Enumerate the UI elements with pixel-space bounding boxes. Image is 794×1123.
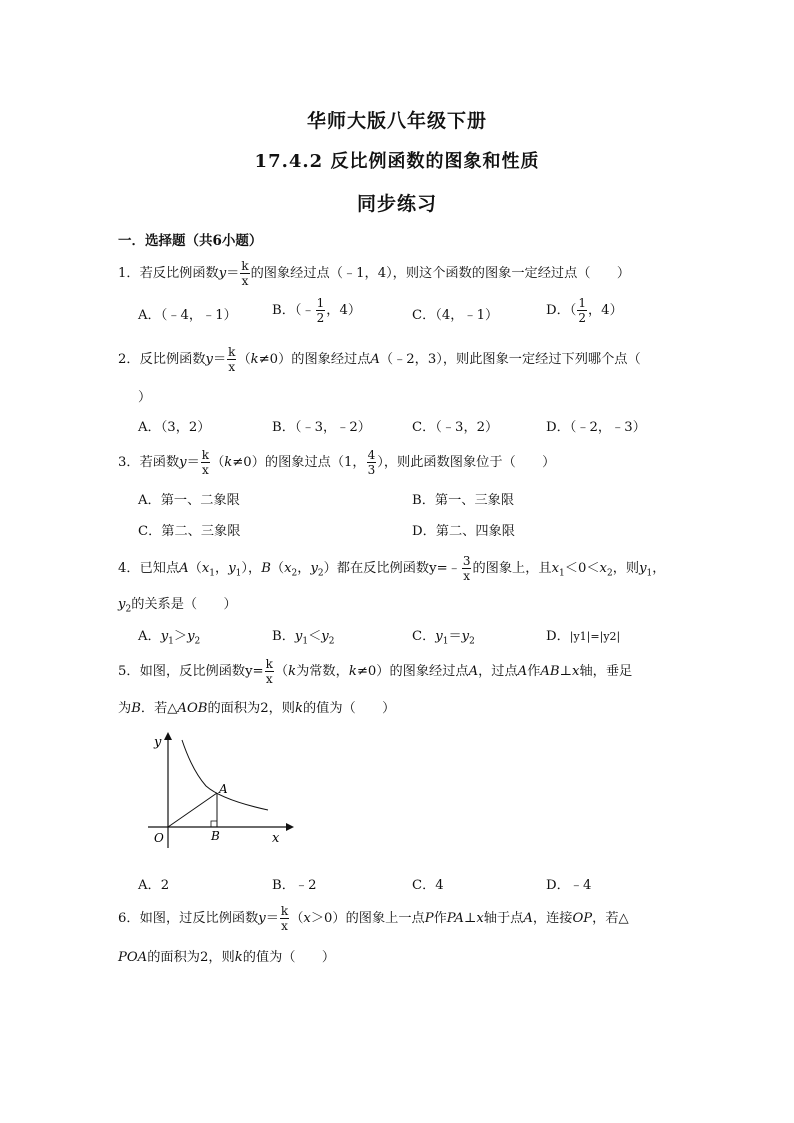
question-6: 6．如图，过反比例函数y＝ $\frac{k}{x}$ （x＞0）的图象上一点P作PA⊥x轴于点A，连接OP，若△ [118, 904, 629, 933]
q2-option-c[interactable]: C．（﹣3，2） [412, 420, 499, 435]
q5-option-c[interactable]: C．4 [412, 878, 444, 893]
q3-option-a[interactable]: A．第一、二象限 [138, 493, 240, 508]
question-3: 3．若函数y＝ $\frac{k}{x}$ （k≠0）的图象过点（1， $\frac{4}{3}$ ），则此函数图象位于（ ） [118, 448, 556, 477]
hyperbola-curve [182, 740, 268, 810]
q4-option-a[interactable]: A．$y_1>y_2$ [138, 629, 201, 647]
question-2: 2．反比例函数y＝ $\frac{k}{x}$ （k≠0）的图象经过点A（﹣2，3），则此图象一定经过下列哪个点（ [118, 345, 641, 374]
q2-option-d[interactable]: D．（﹣2，﹣3） [546, 420, 646, 435]
question-6-cont: POA的面积为2，则k的值为（ ） [118, 950, 336, 965]
point-a-label: A [219, 782, 228, 796]
q4-option-c[interactable]: C．$y_1=y_2$ [412, 629, 475, 647]
q5-option-b[interactable]: B．﹣2 [272, 878, 317, 893]
fraction: $\frac{k}{x}$ [241, 259, 249, 288]
x-axis-arrow [286, 823, 294, 831]
q3-option-d[interactable]: D．第二、四象限 [412, 524, 515, 539]
origin-label: O [154, 831, 164, 845]
q5-graph [148, 730, 298, 850]
question-1: 1．若反比例函数y＝ $\frac{k}{x}$ 的图象经过点（﹣1，4），则这个函数的图象一定经过点（ ） [118, 259, 631, 288]
q5-option-a[interactable]: A．2 [138, 878, 170, 893]
lesson-title: 17.4.2 反比例函数的图象和性质 [254, 151, 540, 172]
question-4-cont: $y_2$的关系是（ ） [118, 597, 237, 615]
point-b-label: B [211, 829, 220, 843]
segment-oa [168, 793, 217, 827]
right-angle-mark [211, 821, 217, 827]
q4-option-b[interactable]: B．$y_1<y_2$ [272, 629, 335, 647]
q2-option-a[interactable]: A．（3，2） [138, 420, 211, 435]
q5-option-d[interactable]: D．﹣4 [546, 878, 592, 893]
q2-option-b[interactable]: B．（﹣3，﹣2） [272, 420, 371, 435]
q3-option-b[interactable]: B．第一、三象限 [412, 493, 515, 508]
q4-option-d[interactable]: D．|y1|=|y2| [546, 629, 621, 644]
y-label: y [154, 735, 162, 750]
q3-option-c[interactable]: C．第二、三象限 [138, 524, 241, 539]
page-title: 华师大版八年级下册 [306, 110, 487, 132]
q1-option-a[interactable]: A．（﹣4，﹣1） [138, 308, 237, 323]
section-heading: 一．选择题（共6小题） [118, 233, 263, 249]
question-4: 4．已知点$A(x_1$，$y_1$），$B(x_2$，$y_2$）都在反比例函数y=﹣ $\frac{3}{x}$ 的图象上，且$x_1<0<x_2$，则$y_1$， [118, 554, 666, 583]
q1-option-c[interactable]: C．（4，﹣1） [412, 308, 499, 323]
exercise-title: 同步练习 [356, 193, 437, 215]
question-5-cont: 为B．若△AOB的面积为2，则k的值为（ ） [118, 701, 396, 716]
question-2-cont: ） [138, 390, 152, 405]
q1-option-d[interactable]: D．（ $\frac{1}{2}$ ，4） [546, 296, 623, 325]
y-axis-arrow [164, 732, 172, 740]
x-label: x [272, 831, 280, 846]
question-5: 5．如图，反比例函数y= $\frac{k}{x}$ （k为常数，k≠0）的图象经过点A，过点A作AB⊥x轴，垂足 [118, 657, 633, 686]
q1-option-b[interactable]: B．（﹣ $\frac{1}{2}$ ，4） [272, 296, 362, 325]
